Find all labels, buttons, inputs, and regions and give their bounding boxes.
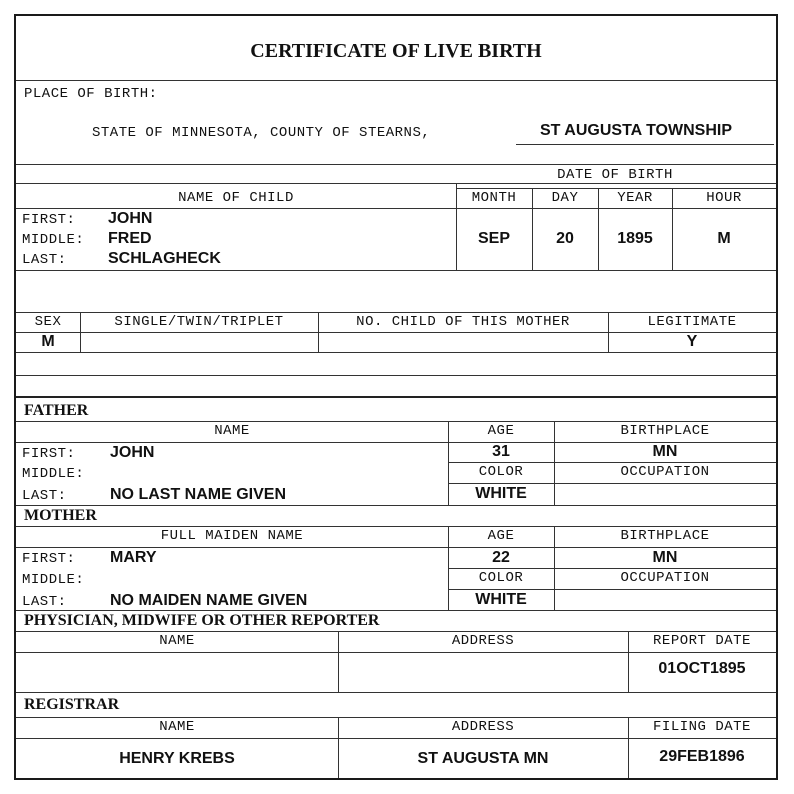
divider	[16, 352, 776, 353]
mother-birthplace-label: BIRTHPLACE	[620, 528, 710, 544]
registrar-address-label: ADDRESS	[451, 719, 515, 735]
divider	[16, 208, 776, 209]
date-of-birth-label: DATE OF BIRTH	[557, 167, 673, 183]
divider	[448, 462, 776, 463]
divider	[672, 188, 673, 270]
mother-first-name: MARY	[110, 549, 157, 566]
mother-age: 22	[492, 549, 510, 566]
divider	[554, 421, 555, 505]
divider	[16, 738, 776, 739]
father-first-name: JOHN	[110, 444, 155, 461]
legitimate-value: Y	[686, 333, 698, 350]
father-last-label: LAST:	[22, 488, 67, 504]
birth-year: 1895	[617, 230, 653, 247]
divider	[448, 483, 776, 484]
divider	[16, 610, 776, 611]
sex-value: M	[41, 333, 55, 350]
father-color: WHITE	[475, 485, 527, 502]
father-age: 31	[492, 443, 510, 460]
township-underline	[516, 144, 774, 145]
certificate-title: CERTIFICATE OF LIVE BIRTH	[250, 40, 542, 62]
report-date: 01OCT1895	[658, 660, 746, 677]
divider	[16, 717, 776, 718]
plurality-label: SINGLE/TWIN/TRIPLET	[114, 314, 284, 330]
father-age-label: AGE	[487, 423, 515, 439]
mother-last-name: NO MAIDEN NAME GIVEN	[110, 592, 308, 609]
registrar-address: ST AUGUSTA MN	[417, 750, 549, 767]
mother-age-label: AGE	[487, 528, 515, 544]
divider	[456, 188, 776, 189]
divider	[16, 631, 776, 632]
divider	[338, 717, 339, 778]
child-middle-label: MIDDLE:	[22, 232, 85, 248]
divider	[16, 80, 776, 81]
divider	[448, 526, 449, 610]
child-last-name: SCHLAGHECK	[108, 250, 221, 267]
reporter-name-label: NAME	[159, 633, 195, 649]
father-middle-label: MIDDLE:	[22, 466, 85, 482]
father-color-label: COLOR	[478, 464, 524, 480]
mother-last-label: LAST:	[22, 594, 67, 610]
divider	[16, 375, 776, 376]
divider	[608, 312, 609, 352]
township-value: ST AUGUSTA TOWNSHIP	[540, 122, 732, 139]
mother-occupation-label: OCCUPATION	[620, 570, 710, 586]
child-first-name: JOHN	[108, 210, 153, 227]
day-label: DAY	[551, 190, 579, 206]
mother-name-label: FULL MAIDEN NAME	[160, 528, 304, 544]
year-label: YEAR	[617, 190, 653, 206]
father-occupation-label: OCCUPATION	[620, 464, 710, 480]
divider	[80, 312, 81, 352]
divider	[532, 188, 533, 270]
report-date-label: REPORT DATE	[653, 633, 751, 649]
father-birthplace-label: BIRTHPLACE	[620, 423, 710, 439]
registrar-name-label: NAME	[159, 719, 195, 735]
divider	[448, 589, 776, 590]
mother-color: WHITE	[475, 591, 527, 608]
birth-certificate	[14, 14, 778, 780]
divider	[338, 631, 339, 692]
father-birthplace: MN	[652, 443, 678, 460]
divider	[16, 183, 776, 184]
mother-birthplace: MN	[652, 549, 678, 566]
registrar-name: HENRY KREBS	[119, 750, 235, 767]
filing-date-label: FILING DATE	[653, 719, 751, 735]
divider	[448, 568, 776, 569]
mother-color-label: COLOR	[478, 570, 524, 586]
state-county-text: STATE OF MINNESOTA, COUNTY OF STEARNS,	[92, 125, 431, 141]
legitimate-label: LEGITIMATE	[647, 314, 737, 330]
reporter-heading: PHYSICIAN, MIDWIFE OR OTHER REPORTER	[24, 612, 380, 629]
mother-middle-label: MIDDLE:	[22, 572, 85, 588]
father-first-label: FIRST:	[22, 446, 76, 462]
divider	[16, 547, 776, 548]
divider	[448, 421, 449, 505]
section-divider	[16, 396, 776, 398]
hour-label: HOUR	[706, 190, 742, 206]
mother-heading: MOTHER	[24, 507, 97, 524]
divider	[318, 312, 319, 352]
child-number-label: NO. CHILD OF THIS MOTHER	[356, 314, 570, 330]
father-heading: FATHER	[24, 402, 89, 419]
sex-label: SEX	[34, 314, 62, 330]
divider	[16, 505, 776, 506]
divider	[554, 526, 555, 610]
divider	[16, 526, 776, 527]
father-last-name: NO LAST NAME GIVEN	[110, 486, 287, 503]
divider	[16, 652, 776, 653]
reporter-address-label: ADDRESS	[451, 633, 515, 649]
divider	[598, 188, 599, 270]
birth-month: SEP	[477, 230, 510, 247]
divider	[628, 631, 629, 692]
father-name-label: NAME	[214, 423, 250, 439]
registrar-heading: REGISTRAR	[24, 696, 120, 713]
divider	[456, 183, 457, 270]
birth-hour: M	[717, 230, 731, 247]
child-middle-name: FRED	[108, 230, 152, 247]
child-first-label: FIRST:	[22, 212, 76, 228]
child-last-label: LAST:	[22, 252, 67, 268]
divider	[16, 164, 776, 165]
month-label: MONTH	[471, 190, 517, 206]
mother-first-label: FIRST:	[22, 551, 76, 567]
filing-date: 29FEB1896	[659, 748, 745, 765]
divider	[16, 421, 776, 422]
divider	[16, 270, 776, 271]
divider	[628, 717, 629, 778]
birth-day: 20	[556, 230, 574, 247]
divider	[16, 312, 776, 313]
divider	[16, 692, 776, 693]
name-of-child-label: NAME OF CHILD	[178, 190, 294, 206]
place-of-birth-label: PLACE OF BIRTH:	[24, 86, 158, 102]
